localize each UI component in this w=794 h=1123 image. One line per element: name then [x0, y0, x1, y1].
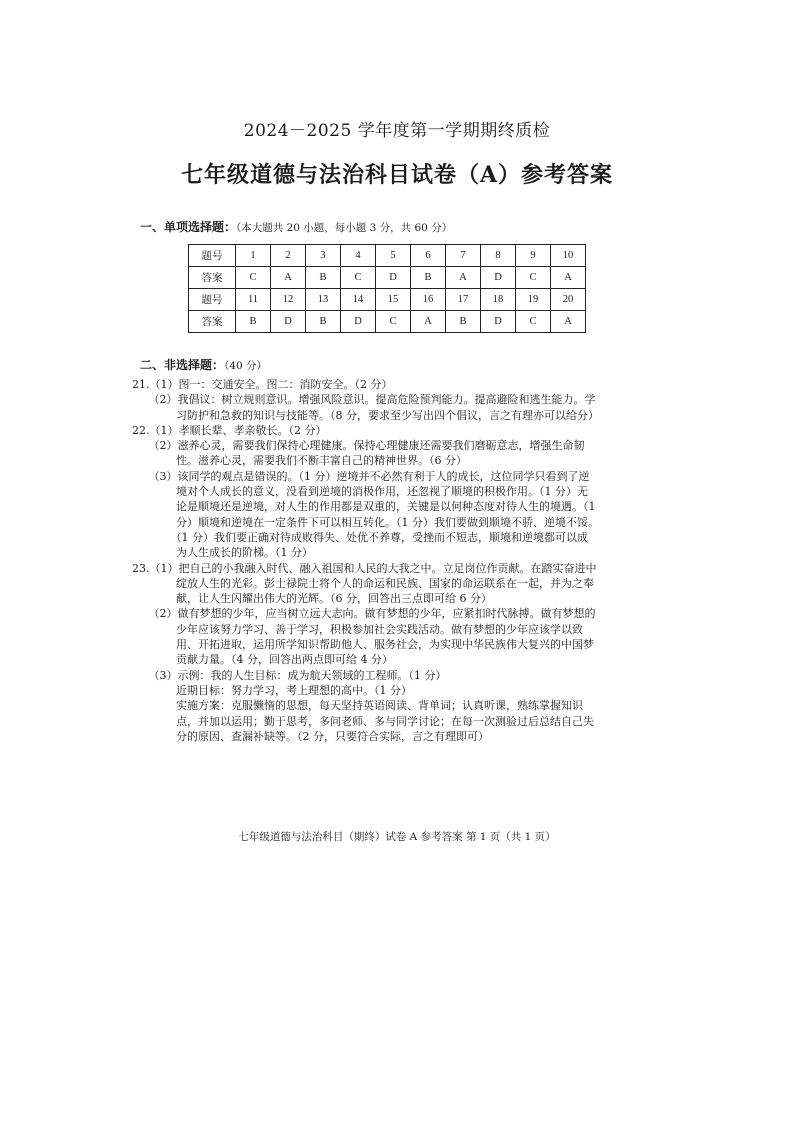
- answer-cell: B: [411, 267, 446, 289]
- question-number: 17: [446, 289, 481, 311]
- answer-line: 实施方案：克服懒惰的思想，每天坚持英语阅读、背单词；认真听课，熟练掌握知识: [132, 699, 583, 713]
- question-number: 12: [271, 289, 306, 311]
- table-row: [189, 245, 586, 267]
- answer-line: 少年应该努力学习、善于学习，积极参加社会实践活动。做有梦想的少年应该学以致: [132, 622, 583, 636]
- answer-cell: C: [341, 267, 376, 289]
- answer-cell: A: [446, 267, 481, 289]
- answer-line: 用、开拓进取，运用所学知识帮助他人、服务社会，为实现中华民族伟大复兴的中国梦: [132, 638, 594, 652]
- answer-line: 习防护和急救的知识与技能等。（8 分，要求至少写出四个倡议，言之有理亦可以给分）: [132, 408, 599, 422]
- answer-cell: C: [376, 311, 411, 333]
- answer-line: 贡献力量。（4 分，回答出两点即可给 4 分）: [132, 653, 393, 667]
- answer-line: 论是顺境还是逆境，对人生的作用都是双重的，关键是以何种态度对待人生的境遇。（1: [132, 500, 596, 514]
- question-number: 16: [411, 289, 446, 311]
- answer-line: 近期目标：努力学习，考上理想的高中。（1 分）: [132, 683, 412, 697]
- answer-line: （2）滋养心灵，需要我们保持心理健康。保持心理健康还需要我们磨砺意志，增强生命韧: [132, 439, 585, 453]
- answer-cell: A: [411, 311, 446, 333]
- question-number: 7: [446, 245, 481, 267]
- question-number-label: 题号: [189, 245, 236, 267]
- answer-body: [132, 377, 682, 744]
- answer-line: 献，让人生闪耀出伟大的光辉。（6 分，回答出三点即可给 6 分）: [132, 592, 492, 606]
- answer-label: 答案: [189, 267, 236, 289]
- section1-heading: [140, 218, 452, 235]
- answer-cell: C: [236, 267, 271, 289]
- answer-cell: C: [516, 311, 551, 333]
- section2-note: （40 分）: [224, 360, 267, 372]
- question-number: 15: [376, 289, 411, 311]
- answer-line: 分的原因、查漏补缺等。（2 分，只要符合实际，言之有理即可）: [132, 729, 489, 743]
- answer-line: 点，并加以运用；勤于思考，多问老师、多与同学讨论；在每一次测验过后总结自己失: [132, 714, 594, 728]
- choice-answer-table: [188, 244, 586, 333]
- page-footer: 七年级道德与法治科目（期终）试卷 A 参考答案 第 1 页（共 1 页）: [238, 831, 556, 843]
- question-number: 19: [516, 289, 551, 311]
- question-number: 1: [236, 245, 271, 267]
- section2-label: 二、非选择题：: [140, 358, 225, 372]
- section1-label: 一、单项选择题：: [140, 220, 237, 234]
- table-row: [189, 267, 586, 289]
- question-number: 8: [481, 245, 516, 267]
- question-number: 2: [271, 245, 306, 267]
- answer-line: （1 分）我们要正确对待成败得失、处优不养尊，受挫而不短志，顺境和逆境都可以成: [132, 530, 588, 544]
- question-number: 10: [551, 245, 586, 267]
- answer-line: 22.（1）孝顺长辈、孝亲敬长。（2 分）: [132, 423, 327, 437]
- answer-cell: D: [341, 311, 376, 333]
- answer-line: （2）做有梦想的少年，应当树立远大志向。做有梦想的少年，应紧扣时代脉搏。做有梦想的: [132, 607, 596, 621]
- answer-line: （2）我倡议：树立规则意识。增强风险意识。提高危险预判能力。提高避险和逃生能力。学: [132, 393, 596, 407]
- question-number: 3: [306, 245, 341, 267]
- answer-line: 为人生成长的阶梯。（1 分）: [132, 546, 313, 560]
- answer-cell: D: [271, 311, 306, 333]
- question-number: 6: [411, 245, 446, 267]
- exam-term-title: 2024－2025 学年度第一学期期终质检: [243, 121, 551, 141]
- answer-line: 23.（1）把自己的小我融入时代、融入祖国和人民的大我之中。立足岗位作贡献。在踏实奋进中: [132, 561, 597, 575]
- answer-cell: D: [481, 311, 516, 333]
- answer-label: 答案: [189, 311, 236, 333]
- answer-line: 分）顺境和逆境在一定条件下可以相互转化。（1 分）我们要做到顺境不骄、逆境不馁。: [132, 515, 599, 529]
- answer-cell: B: [446, 311, 481, 333]
- table-row: [189, 311, 586, 333]
- section1-note: （本大题共 20 小题，每小题 3 分，共 60 分）: [236, 222, 453, 234]
- section2-heading: [140, 356, 267, 373]
- answer-line: （3）示例：我的人生目标：成为航天领域的工程师。（1 分）: [132, 668, 447, 682]
- answer-line: 绽放人生的光彩。彭士禄院士将个人的命运和民族、国家的命运联系在一起，并为之奉: [132, 576, 594, 590]
- answer-line: 性。滋养心灵，需要我们不断丰富自己的精神世界。（6 分）: [132, 454, 467, 468]
- question-number: 13: [306, 289, 341, 311]
- question-number: 20: [551, 289, 586, 311]
- question-number: 14: [341, 289, 376, 311]
- question-number: 4: [341, 245, 376, 267]
- answer-cell: B: [236, 311, 271, 333]
- answer-cell: B: [306, 267, 341, 289]
- answer-cell: D: [481, 267, 516, 289]
- answer-line: 境对个人成长的意义，没看到逆境的消极作用，还忽视了顺境的积极作用。（1 分）无: [132, 485, 588, 499]
- question-number-label: 题号: [189, 289, 236, 311]
- answer-key-title: 七年级道德与法治科目试卷（A）参考答案: [180, 162, 614, 188]
- answer-cell: C: [516, 267, 551, 289]
- question-number: 9: [516, 245, 551, 267]
- question-number: 18: [481, 289, 516, 311]
- answer-line: 21.（1）图一：交通安全。图二：消防安全。（2 分）: [132, 378, 393, 391]
- answer-cell: A: [551, 267, 586, 289]
- answer-cell: B: [306, 311, 341, 333]
- answer-cell: A: [551, 311, 586, 333]
- answer-line: （3）该同学的观点是错误的。（1 分）逆境并不必然有利于人的成长，这位同学只看到了逆: [132, 469, 590, 483]
- question-number: 5: [376, 245, 411, 267]
- answer-cell: D: [376, 267, 411, 289]
- answer-cell: A: [271, 267, 306, 289]
- question-number: 11: [236, 289, 271, 311]
- table-row: [189, 289, 586, 311]
